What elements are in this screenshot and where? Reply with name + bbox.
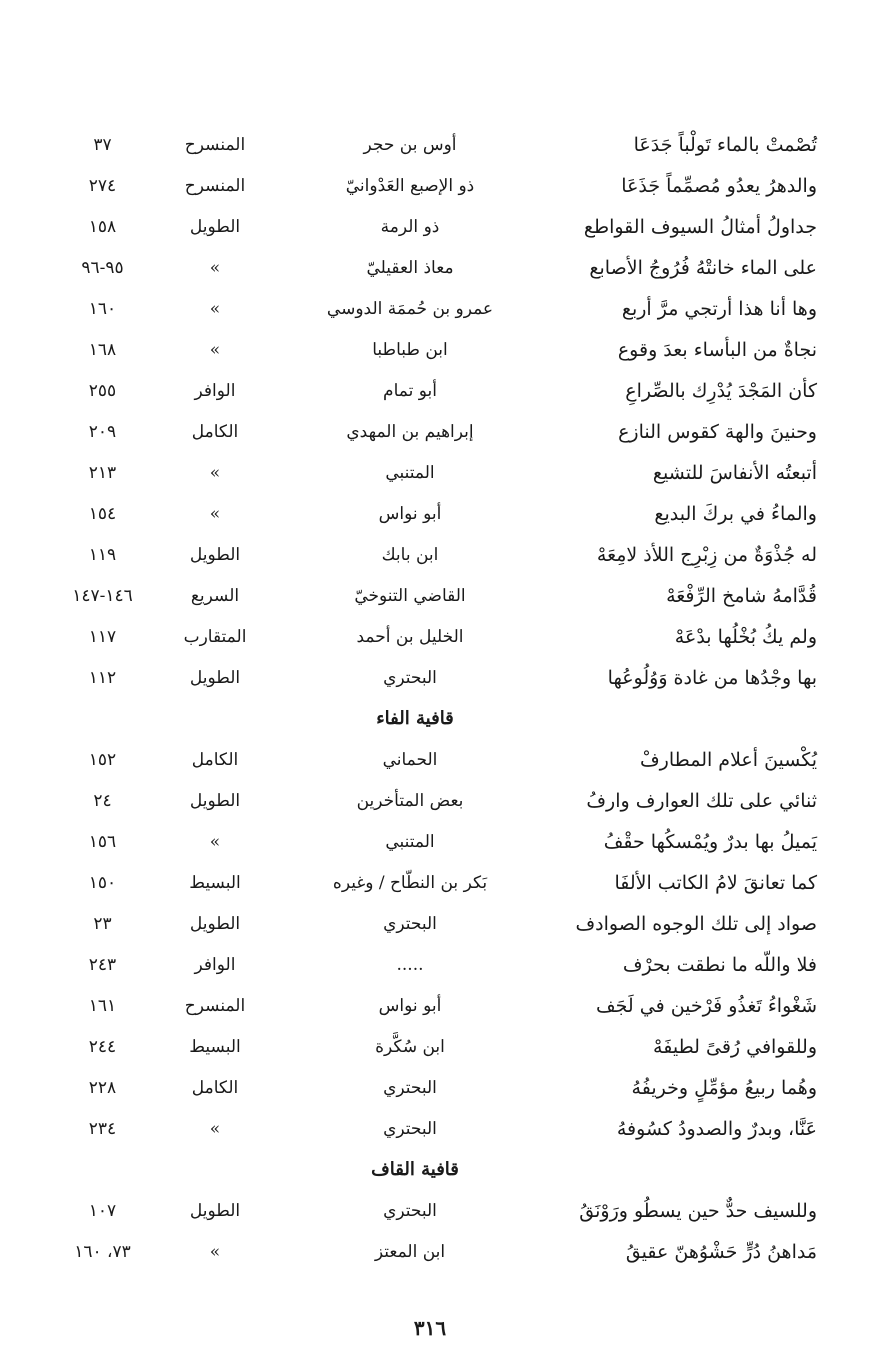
section-heading-row — [0, 700, 879, 741]
poet-name: أبو نواس — [378, 996, 442, 1016]
index-row — [0, 618, 879, 659]
index-row — [0, 413, 879, 454]
page-reference: ١٥٨ — [88, 217, 117, 237]
meter-name: الكامل — [191, 750, 239, 770]
verse-index-list — [0, 126, 879, 1274]
index-row — [0, 864, 879, 905]
poet-name: ابن طباطبا — [372, 340, 448, 360]
meter-name: البسيط — [189, 1037, 241, 1057]
index-row — [0, 987, 879, 1028]
meter-name: المنسرح — [184, 176, 246, 196]
meter-name: الطويل — [189, 545, 241, 565]
poet-name: المتنبي — [385, 832, 435, 852]
verse-text: صواد إلى تلك الوجوه الصوادف — [575, 913, 817, 935]
poet-name: إبراهيم بن المهدي — [346, 422, 474, 442]
meter-name: » — [209, 1242, 221, 1262]
page-reference: ٢٤٤ — [88, 1037, 117, 1057]
verse-text: ولم يكُ بُخْلُها بدْعَهْ — [674, 626, 817, 648]
page-reference: ٧٣، ١٦٠ — [74, 1242, 131, 1262]
poet-name: ابن بابك — [381, 545, 439, 565]
verse-text: له جُذْوَةٌ من زِبْرِج اللأذ لامِعَهْ — [596, 544, 817, 566]
poet-name: أبو نواس — [378, 504, 442, 524]
index-row — [0, 823, 879, 864]
meter-name: السريع — [190, 586, 240, 606]
meter-name: الوافر — [194, 955, 236, 975]
meter-name: » — [209, 463, 221, 483]
meter-name: » — [209, 832, 221, 852]
page-reference: ٢٣٤ — [88, 1119, 117, 1139]
poet-name: بعض المتأخرين — [356, 791, 464, 811]
verse-text: ثنائي على تلك العوارف وارفُ — [586, 790, 817, 812]
poet-name: بَكر بن النطّاح / وغيره — [332, 873, 488, 893]
verse-text: يُكْسينَ أعلام المطارفْ — [639, 749, 817, 771]
verse-text: عَنَّا، وبدرٌ والصدودُ كسُوفهُ — [616, 1118, 817, 1140]
page-reference: ٢٧٤ — [88, 176, 117, 196]
verse-text: والدهرُ يعدُو مُصمِّماً جَذَعَا — [621, 175, 817, 197]
poet-name: ابن سُكَّرة — [375, 1037, 445, 1057]
poet-name: أوس بن حجر — [363, 135, 457, 155]
meter-name: الطويل — [189, 217, 241, 237]
meter-name: الطويل — [189, 791, 241, 811]
index-row — [0, 495, 879, 536]
poet-name: ابن المعتز — [374, 1242, 446, 1262]
poet-name: ذو الإصبع العَدْوانيّ — [345, 176, 475, 196]
page-reference: ١١٢ — [88, 668, 117, 688]
poet-name: أبو تمام — [383, 381, 437, 401]
index-row — [0, 331, 879, 372]
page-reference: ١٦١ — [88, 996, 117, 1016]
index-row — [0, 782, 879, 823]
poet-name: البحتري — [383, 1201, 437, 1221]
index-row — [0, 208, 879, 249]
verse-text: يَميلُ بها بدرٌ ويُمْسكُها حقْفُ — [603, 831, 817, 853]
meter-name: الطويل — [189, 668, 241, 688]
index-row — [0, 1028, 879, 1069]
page-reference: ١٥٦ — [88, 832, 117, 852]
meter-name: » — [209, 258, 221, 278]
meter-name: الكامل — [191, 1078, 239, 1098]
index-row — [0, 454, 879, 495]
poet-name: البحتري — [383, 668, 437, 688]
poet-name: ..... — [396, 955, 424, 975]
verse-text: وها أنا هذا أرتجي مرَّ أربع — [621, 298, 817, 320]
verse-text: وهُما ربيعُ مؤمِّلٍ وخريفُهُ — [631, 1077, 817, 1099]
section-heading: قافية القاف — [371, 1159, 459, 1180]
page-reference: ٢٢٨ — [88, 1078, 117, 1098]
poet-name: ذو الرمة — [380, 217, 440, 237]
index-row — [0, 1233, 879, 1274]
meter-name: » — [209, 299, 221, 319]
page-reference: ١١٧ — [88, 627, 117, 647]
page-reference: ١٦٨ — [88, 340, 117, 360]
page-reference: ٢٥٥ — [88, 381, 117, 401]
page-reference: ١٠٧ — [88, 1201, 117, 1221]
page-reference: ٣٧ — [93, 135, 112, 155]
verse-text: كأن المَجْدَ يُدْرِك بالصِّراعِ — [625, 380, 817, 402]
section-heading-row — [0, 1151, 879, 1192]
section-heading: قافية الفاء — [376, 708, 454, 729]
index-row — [0, 577, 879, 618]
meter-name: » — [209, 504, 221, 524]
index-row — [0, 1192, 879, 1233]
index-row — [0, 1069, 879, 1110]
verse-text: تُصْمتْ بالماء تَولْباً جَدَعَا — [633, 134, 817, 156]
verse-text: على الماء خانتْهُ فُرُوجُ الأصابع — [589, 257, 817, 279]
page-reference: ١٥٢ — [88, 750, 117, 770]
index-row — [0, 536, 879, 577]
poet-name: معاذ العقيليّ — [366, 258, 454, 278]
verse-text: وللسيف حدٌّ حين يسطُو ورَوْنَقُ — [579, 1200, 817, 1222]
poet-name: المتنبي — [385, 463, 435, 483]
index-row — [0, 167, 879, 208]
page-reference: ١٦٠ — [88, 299, 117, 319]
meter-name: الطويل — [189, 914, 241, 934]
verse-text: مَداهنُ دُرٍّ حَشْوُهنّ عقيقُ — [625, 1241, 817, 1263]
poet-name: البحتري — [383, 914, 437, 934]
index-row — [0, 741, 879, 782]
verse-text: نجاةٌ من البأساء بعدَ وقوع — [617, 339, 817, 361]
index-row — [0, 372, 879, 413]
page-reference: ٩٥-٩٦ — [81, 258, 124, 278]
index-row — [0, 249, 879, 290]
page-reference: ١٤٦-١٤٧ — [72, 586, 133, 606]
page-reference: ٢١٣ — [88, 463, 117, 483]
page-reference: ٢٤٣ — [88, 955, 117, 975]
verse-text: بها وجْدُها من غادة وَوُلُوعُها — [607, 667, 817, 689]
meter-name: الكامل — [191, 422, 239, 442]
poet-name: القاضي التنوخيّ — [354, 586, 466, 606]
index-row — [0, 905, 879, 946]
verse-text: جداولُ أمثالُ السيوف القواطع — [583, 216, 817, 238]
meter-name: المنسرح — [184, 135, 246, 155]
verse-text: وللقوافي رُقىً لطيفَهْ — [653, 1036, 817, 1058]
page-reference: ٢٠٩ — [88, 422, 117, 442]
poet-name: الحماني — [382, 750, 438, 770]
meter-name: » — [209, 340, 221, 360]
meter-name: المتقارب — [183, 627, 247, 647]
meter-name: » — [209, 1119, 221, 1139]
page-reference: ٢٤ — [93, 791, 112, 811]
verse-text: شَغْواءُ تَغذُو فَرْخين في لَجَف — [595, 995, 817, 1017]
verse-text: كما تعانقَ لامُ الكاتب الألفَا — [614, 872, 817, 894]
meter-name: البسيط — [189, 873, 241, 893]
index-row — [0, 126, 879, 167]
page-reference: ٢٣ — [93, 914, 112, 934]
page-number: ٣١٦ — [413, 1316, 447, 1340]
poet-name: الخليل بن أحمد — [356, 627, 464, 647]
poet-name: البحتري — [383, 1078, 437, 1098]
index-row — [0, 290, 879, 331]
meter-name: الطويل — [189, 1201, 241, 1221]
verse-text: وحنينَ والهة كقوس النازع — [618, 421, 817, 443]
verse-text: أتبعتُه الأنفاسَ للتشيع — [652, 462, 817, 484]
verse-text: قُدَّامهُ شامخ الرِّفْعَهْ — [666, 585, 817, 607]
verse-text: والماءُ في بركَ البديع — [654, 503, 817, 525]
verse-text: فلا واللّه ما نطقت بحرْف — [622, 954, 817, 976]
index-row — [0, 946, 879, 987]
page-reference: ١٥٤ — [88, 504, 117, 524]
meter-name: الوافر — [194, 381, 236, 401]
poet-name: البحتري — [383, 1119, 437, 1139]
page-reference: ١٥٠ — [88, 873, 117, 893]
page-reference: ١١٩ — [88, 545, 117, 565]
poet-name: عمرو بن حُممَة الدوسي — [326, 299, 494, 319]
index-row — [0, 659, 879, 700]
index-row — [0, 1110, 879, 1151]
meter-name: المنسرح — [184, 996, 246, 1016]
